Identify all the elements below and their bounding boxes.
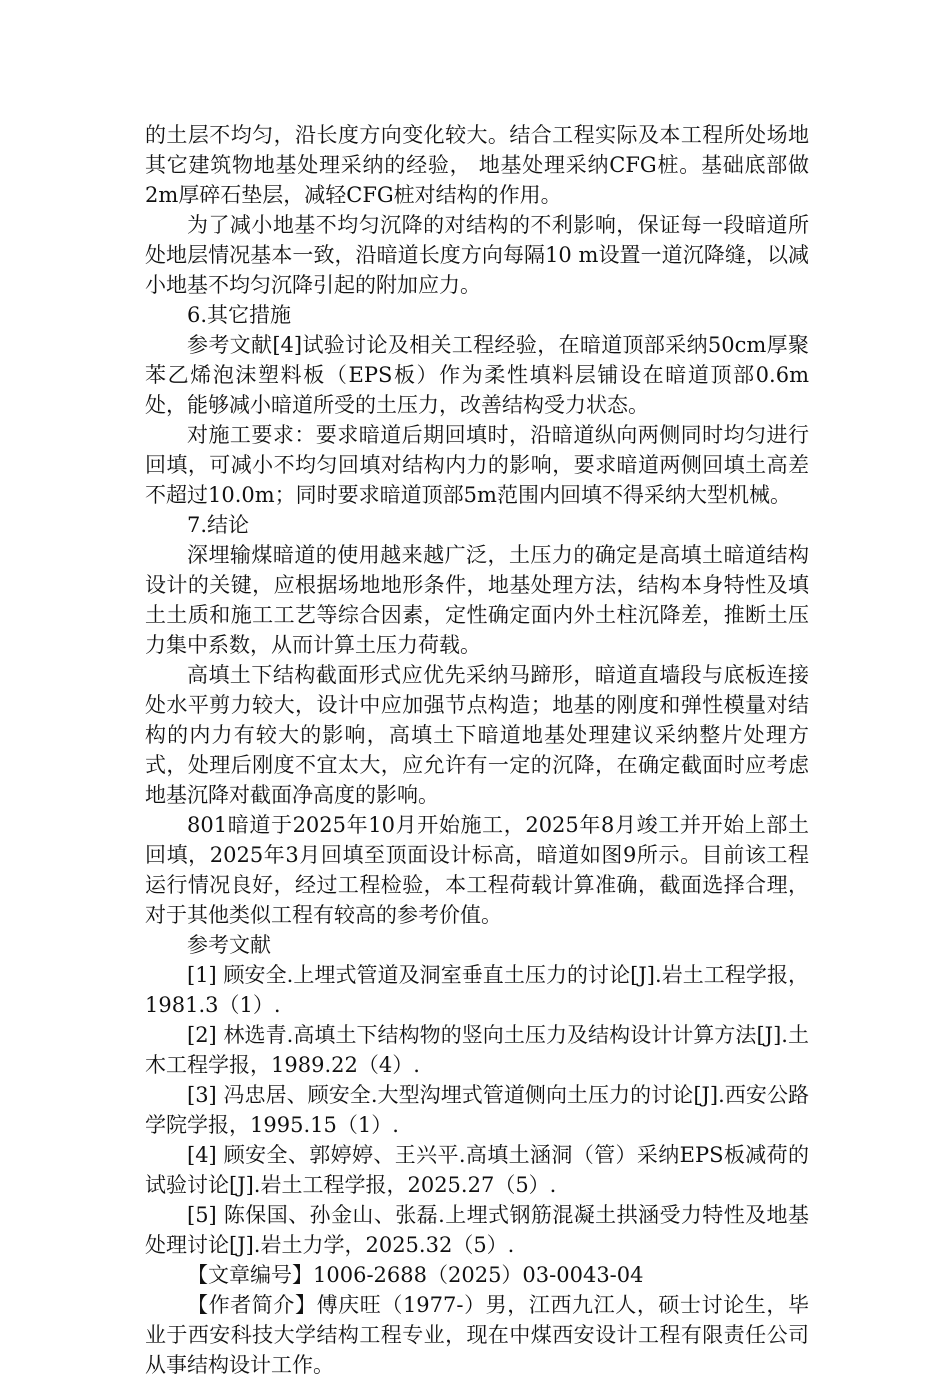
paragraph-conclusion-1: 深埋输煤暗道的使用越来越广泛，土压力的确定是高填土暗道结构设计的关键，应根据场地地形条件，地基处理方法，结构本身特性及填土土质和施工工艺等综合因素，定性确定面内外土柱沉降差，推断土压力集中系数，从而计算土压力荷载。 bbox=[145, 543, 809, 657]
section-heading-conclusion: 7.结论 bbox=[187, 513, 250, 537]
paragraph-eps-board: 参考文献[4]试验讨论及相关工程经验，在暗道顶部采纳50cm厚聚苯乙烯泡沫塑料板（EPS板）作为柔性填料层铺设在暗道顶部0.6m处，能够减小暗道所受的土压力，改善结构受力状态。 bbox=[145, 333, 809, 417]
paragraph-settlement-joints: 为了减小地基不均匀沉降的对结构的不利影响，保证每一段暗道所处地层情况基本一致，沿暗道长度方向每隔10 m设置一道沉降缝，以减小地基不均匀沉降引起的附加应力。 bbox=[145, 213, 809, 297]
article-number: 【文章编号】1006-2688（2025）03-0043-04 bbox=[187, 1263, 644, 1287]
paragraph-conclusion-3: 801暗道于2025年10月开始施工，2025年8月竣工并开始上部土回填，2025年3月回填至顶面设计标高，暗道如图9所示。目前该工程运行情况良好，经过工程检验，本工程荷载计算准确，截面选择合理，对于其他类似工程有较高的参考价值。 bbox=[145, 813, 809, 927]
paragraph-conclusion-2: 高填土下结构截面形式应优先采纳马蹄形，暗道直墙段与底板连接处水平剪力较大，设计中应加强节点构造；地基的刚度和弹性模量对结构的内力有较大的影响，高填土下暗道地基处理建议采纳整片处理方式，处理后刚度不宜太大，应允许有一定的沉降，在确定截面时应考虑地基沉降对截面净高度的影响。 bbox=[145, 663, 809, 807]
document-page bbox=[145, 120, 809, 1380]
reference-item: [5] 陈保国、孙金山、张磊.上埋式钢筋混凝土拱涵受力特性及地基处理讨论[J].岩土力学，2025.32（5）. bbox=[145, 1203, 809, 1257]
paragraph-foundation: 的土层不均匀，沿长度方向变化较大。结合工程实际及本工程所处场地其它建筑物地基处理采纳的经验， 地基处理采纳CFG桩。基础底部做2m厚碎石垫层，减轻CFG桩对结构的作用。 bbox=[145, 123, 809, 207]
section-heading-other-measures: 6.其它措施 bbox=[187, 303, 292, 327]
paragraph-construction-requirements: 对施工要求：要求暗道后期回填时，沿暗道纵向两侧同时均匀进行回填，可减小不均匀回填对结构内力的影响，要求暗道两侧回填土高差不超过10.0m；同时要求暗道顶部5m范围内回填不得采纳大型机械。 bbox=[145, 423, 809, 507]
reference-item: [2] 林选青.高填土下结构物的竖向土压力及结构设计计算方法[J].土木工程学报，1989.22（4）. bbox=[145, 1023, 809, 1077]
reference-item: [3] 冯忠居、顾安全.大型沟埋式管道侧向土压力的讨论[J].西安公路学院学报，1995.15（1）. bbox=[145, 1083, 809, 1137]
reference-item: [1] 顾安全.上埋式管道及洞室垂直土压力的讨论[J].岩土工程学报，1981.3（1）. bbox=[145, 963, 809, 1017]
author-bio: 【作者简介】傅庆旺（1977-）男，江西九江人，硕士讨论生，毕业于西安科技大学结构工程专业，现在中煤西安设计工程有限责任公司从事结构设计工作。 bbox=[145, 1293, 809, 1377]
reference-item: [4] 顾安全、郭婷婷、王兴平.高填土涵洞（管）采纳EPS板减荷的试验讨论[J].岩土工程学报，2025.27（5）. bbox=[145, 1143, 809, 1197]
references-heading: 参考文献 bbox=[187, 933, 271, 957]
